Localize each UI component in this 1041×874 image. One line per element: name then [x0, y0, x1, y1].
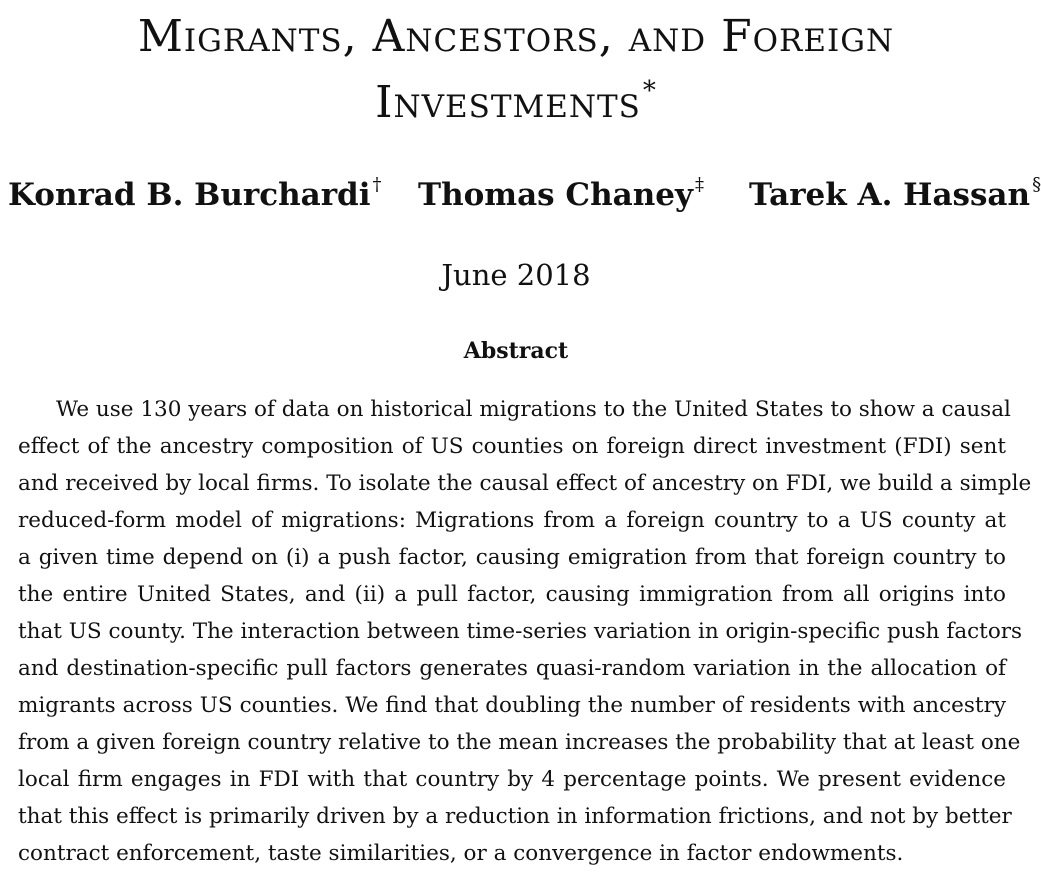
abstract-line: from a given foreign country relative to the mean increases the probability that at least one: [18, 730, 1021, 755]
author-3-name: Tarek A. Hassan: [749, 177, 1031, 213]
abstract-line: and received by local firms. To isolate the causal effect of ancestry on FDI, we build a simple: [18, 471, 1032, 496]
abstract-heading: Abstract: [463, 338, 569, 364]
title-footnote-mark: *: [642, 76, 657, 106]
author-2-footnote-mark: ‡: [695, 174, 704, 195]
paper-title-line-1: [0, 11, 1032, 62]
author-3: [749, 174, 1041, 213]
abstract-line: that this effect is primarily driven by a reduction in information frictions, and not by better: [18, 804, 1012, 829]
author-2: [418, 174, 704, 213]
paper-title-line-2: [0, 76, 1032, 128]
publication-date: June 2018: [441, 258, 591, 292]
abstract-line: local firm engages in FDI with that country by 4 percentage points. We present evidence: [18, 767, 1006, 792]
author-1: [8, 174, 382, 213]
abstract-body: [18, 391, 1032, 872]
abstract-line: effect of the ancestry composition of US counties on foreign direct investment (FDI) sent: [18, 434, 1006, 459]
abstract-line: migrants across US counties. We find that doubling the number of residents with ancestry: [18, 693, 1006, 718]
abstract-line: reduced-form model of migrations: Migrations from a foreign country to a US county at: [18, 508, 1006, 533]
abstract-line: a given time depend on (i) a push factor, causing emigration from that foreign country to: [18, 545, 1006, 570]
author-1-footnote-mark: †: [372, 174, 382, 195]
author-1-name: Konrad B. Burchardi: [8, 177, 371, 213]
abstract-line: We use 130 years of data on historical migrations to the United States to show a causal: [56, 397, 1011, 422]
paper-title-text-2: Investments: [375, 77, 641, 128]
abstract-line: contract enforcement, taste similarities, or a convergence in factor endowments.: [18, 841, 904, 866]
author-3-footnote-mark: §: [1032, 174, 1041, 195]
abstract-line: and destination-specific pull factors generates quasi-random variation in the allocation of: [18, 656, 1006, 681]
paper-title-text-1: Migrants, Ancestors, and Foreign: [137, 11, 895, 62]
abstract-line: that US county. The interaction between time-series variation in origin-specific push factors: [18, 619, 1023, 644]
author-2-name: Thomas Chaney: [418, 177, 693, 213]
abstract-line: the entire United States, and (ii) a pull factor, causing immigration from all origins into: [18, 582, 1006, 607]
